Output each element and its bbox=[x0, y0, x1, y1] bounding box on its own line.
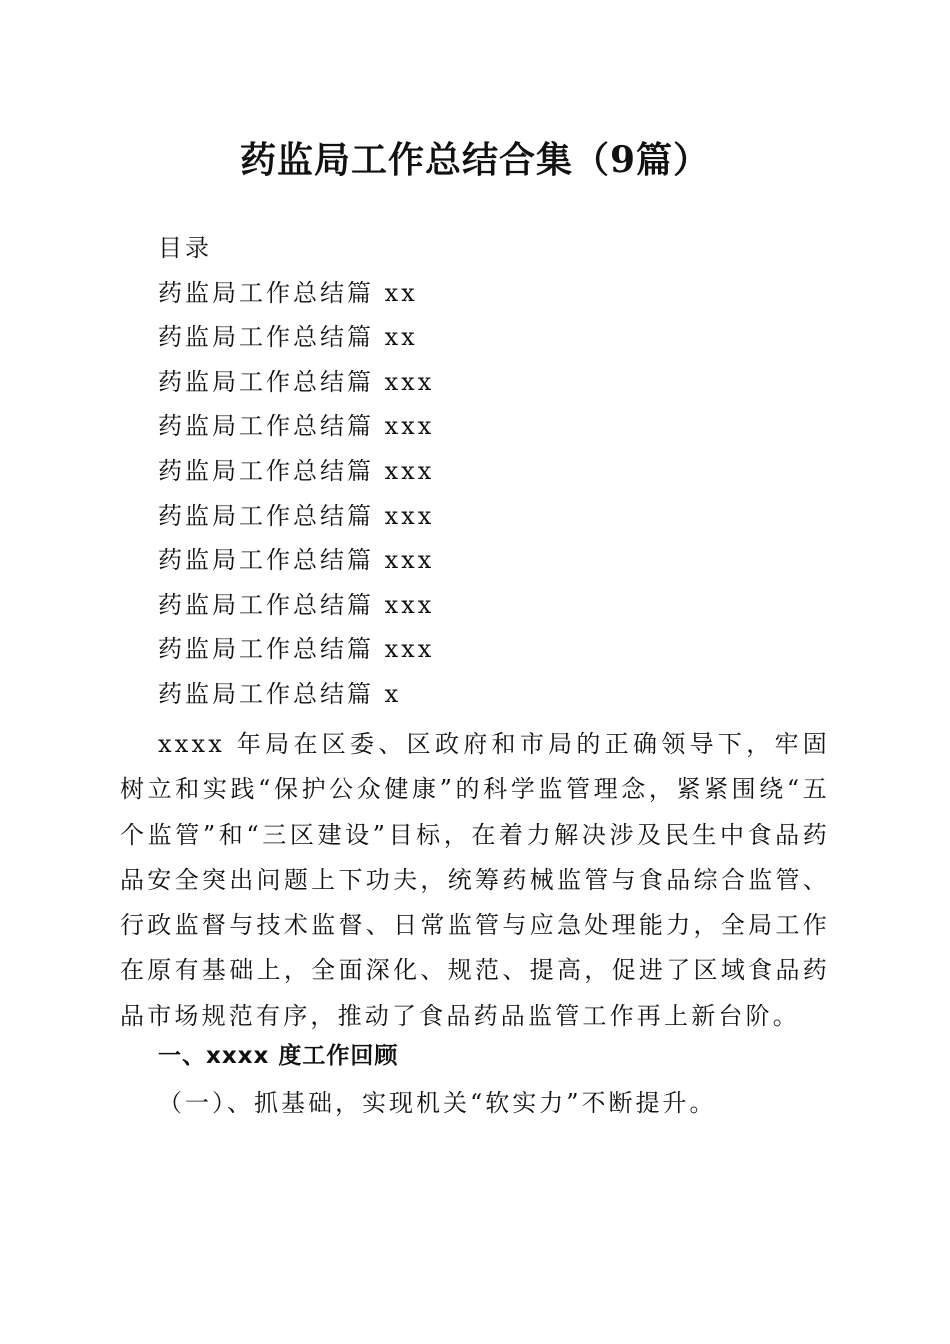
toc-item: 药监局工作总结篇 xxx bbox=[158, 590, 435, 619]
toc-item: 药监局工作总结篇 xx bbox=[158, 323, 418, 352]
toc-item: 药监局工作总结篇 x bbox=[158, 679, 402, 708]
document-title: 药监局工作总结合集（9篇） bbox=[239, 139, 711, 181]
table-of-contents bbox=[158, 226, 858, 717]
toc-item: 药监局工作总结篇 xx bbox=[158, 278, 418, 307]
intro-paragraph: xxxx 年局在区委、区政府和市局的正确领导下，牢固树立和实践“保护公众健康”的科学监管理念，紧紧围绕“五个监管”和“三区建设”目标，在着力解决涉及民生中食品药品安全突出问题上下功夫，统筹药械监管与食品综合监管、行政监督与技术监督、日常监管与应急处理能力，全局工作在原有基础上，全面深化、规范、提高，促进了区域食品药品市场规范有序，推动了食品药品监管工作再上新台阶。 bbox=[120, 730, 830, 1030]
toc-item: 药监局工作总结篇 xxx bbox=[158, 412, 435, 441]
subsection-heading: （一）、抓基础，实现机关“软实力”不断提升。 bbox=[158, 1089, 717, 1117]
section-heading: 一、xxxx 度工作回顾 bbox=[158, 1043, 399, 1069]
toc-item: 药监局工作总结篇 xxx bbox=[158, 501, 435, 530]
toc-item: 药监局工作总结篇 xxx bbox=[158, 456, 435, 485]
toc-item: 药监局工作总结篇 xxx bbox=[158, 546, 435, 575]
toc-heading: 目录 bbox=[158, 234, 212, 262]
toc-item: 药监局工作总结篇 xxx bbox=[158, 635, 435, 664]
toc-item: 药监局工作总结篇 xxx bbox=[158, 367, 435, 396]
